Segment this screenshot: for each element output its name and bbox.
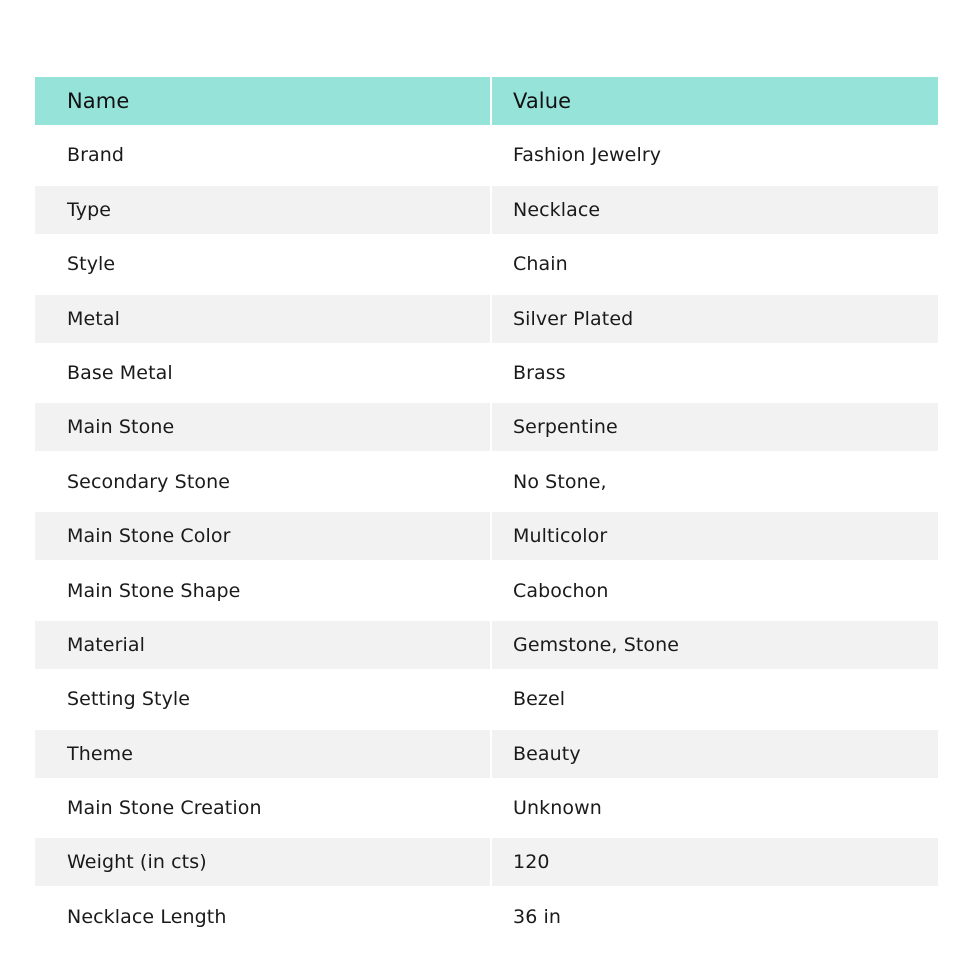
table-row <box>35 567 938 615</box>
row-value-cell: 120 <box>492 838 938 886</box>
row-value-cell: Beauty <box>492 730 938 778</box>
row-name-cell: Setting Style <box>35 675 490 723</box>
row-name-cell: Material <box>35 621 490 669</box>
table-row <box>35 131 938 179</box>
row-name-cell: Weight (in cts) <box>35 838 490 886</box>
row-name-cell: Type <box>35 186 490 234</box>
row-value-cell: Bezel <box>492 675 938 723</box>
row-name-cell: Main Stone Color <box>35 512 490 560</box>
header-value-cell: Value <box>492 77 938 125</box>
row-value-cell: Brass <box>492 349 938 397</box>
table-row <box>35 403 938 451</box>
row-name-cell: Theme <box>35 730 490 778</box>
table-row <box>35 295 938 343</box>
row-value-cell: Necklace <box>492 186 938 234</box>
row-value-cell: Silver Plated <box>492 295 938 343</box>
table-row <box>35 621 938 669</box>
table-row <box>35 675 938 723</box>
row-name-cell: Main Stone <box>35 403 490 451</box>
row-value-cell: 36 in <box>492 893 938 941</box>
table-row <box>35 458 938 506</box>
table-row <box>35 838 938 886</box>
row-name-cell: Brand <box>35 131 490 179</box>
table-row <box>35 349 938 397</box>
header-name-cell: Name <box>35 77 490 125</box>
row-value-cell: Cabochon <box>492 567 938 615</box>
row-name-cell: Base Metal <box>35 349 490 397</box>
row-name-cell: Necklace Length <box>35 893 490 941</box>
row-value-cell: Fashion Jewelry <box>492 131 938 179</box>
table-row <box>35 730 938 778</box>
row-value-cell: Unknown <box>492 784 938 832</box>
row-value-cell: No Stone, <box>492 458 938 506</box>
row-name-cell: Main Stone Shape <box>35 567 490 615</box>
row-value-cell: Serpentine <box>492 403 938 451</box>
table-row <box>35 893 938 941</box>
row-name-cell: Secondary Stone <box>35 458 490 506</box>
specifications-table <box>35 77 938 941</box>
table-row <box>35 186 938 234</box>
row-name-cell: Metal <box>35 295 490 343</box>
row-name-cell: Style <box>35 240 490 288</box>
row-value-cell: Gemstone, Stone <box>492 621 938 669</box>
row-value-cell: Chain <box>492 240 938 288</box>
row-value-cell: Multicolor <box>492 512 938 560</box>
table-row <box>35 784 938 832</box>
row-name-cell: Main Stone Creation <box>35 784 490 832</box>
table-row <box>35 240 938 288</box>
table-header-row <box>35 77 938 125</box>
table-row <box>35 512 938 560</box>
